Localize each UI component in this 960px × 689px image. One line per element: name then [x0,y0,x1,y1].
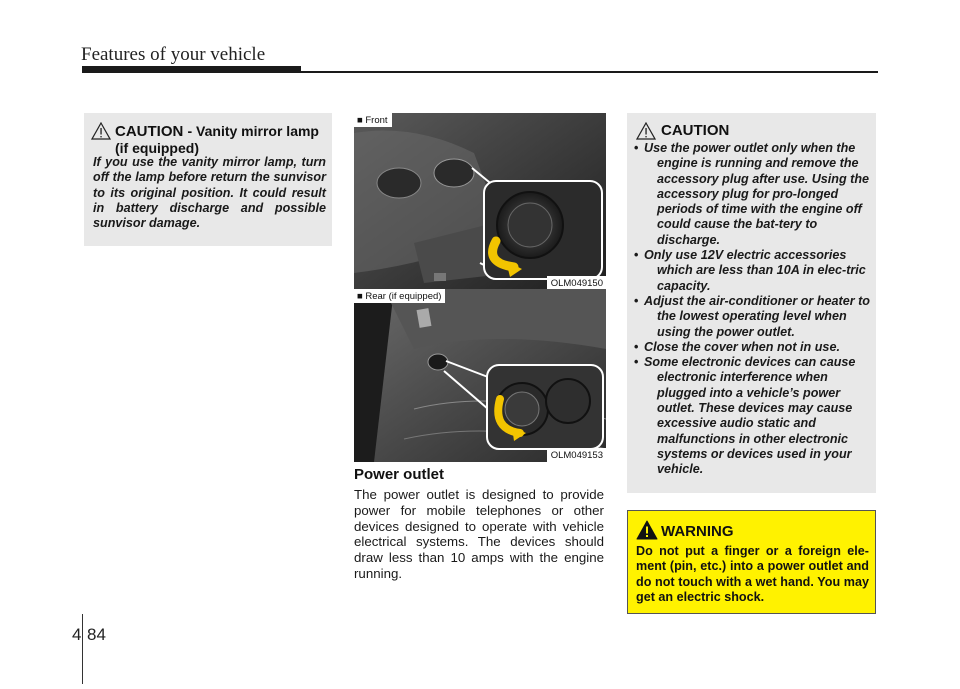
caution-outlet-item-text: Use the power outlet only when the engine is running and remove the accessory plug after use. Using the accessory plug for pro-longed periods of time with the engine off could cause the bat-tery to discharge. [644,141,870,247]
bullet-dot: • [634,293,639,308]
header-rule-thin [82,71,878,73]
section-body-power-outlet: The power outlet is designed to provide power for mobile telephones or other devices designed to operate with vehicle electrical systems. The devices should draw less than 10 amps with the engine running. [354,487,604,581]
caution-outlet-list [634,141,870,478]
caution-vanity-icon [91,122,111,140]
caution-outlet-title: CAUTION [661,122,730,139]
bullet-dot: • [634,355,639,370]
caution-vanity-subtitle: - Vanity mirror lamp (if equipped) [115,123,319,156]
section-heading-power-outlet: Power outlet [354,466,445,483]
warning-box [627,510,876,614]
front-console-illustration [354,113,606,290]
photo-front-label: ■ Front [354,113,392,127]
photo-rear-code: OLM049153 [547,448,606,462]
footer-divider [82,614,83,684]
caution-outlet-item-text: Only use 12V electric accessories which are less than 10A in elec-tric capacity. [644,248,866,293]
photo-front-code: OLM049150 [547,276,606,290]
bullet-dot: • [634,248,639,263]
caution-outlet-item [634,141,870,248]
page-number: 84 [87,625,106,644]
bullet-dot: • [634,339,639,354]
warning-title: WARNING [661,523,734,540]
caution-vanity-title-text: CAUTION [115,123,184,140]
caution-vanity-title [115,123,325,157]
caution-outlet-item [634,294,870,340]
caution-outlet-item [634,248,870,294]
photo-rear-label: ■ Rear (if equipped) [354,289,445,303]
bullet-dot: • [634,141,639,155]
caution-vanity-body: If you use the vanity mirror lamp, turn off the lamp before return the sunvisor to its original position. It could result in battery discharge and possible sunvisor damage. [93,155,326,231]
photo-front-outlet [354,113,606,290]
caution-outlet-item-text: Adjust the air-conditioner or heater to the lowest operating level when using the power outlet. [644,293,871,339]
caution-outlet-item-text: Close the cover when not in use. [644,339,840,354]
photo-rear-outlet [354,289,606,462]
page-header-title: Features of your vehicle [81,44,266,65]
rear-trim-illustration [354,289,606,462]
caution-outlet-icon [636,122,656,140]
page-chapter-number: 4 [72,625,82,644]
caution-outlet-item [634,340,870,355]
warning-body: Do not put a finger or a foreign ele-ment (pin, etc.) into a power outlet and do not touch with a wet hand. You may get an electric shock. [636,544,869,605]
caution-outlet-item-text: Some electronic devices can cause electronic interference when plugged into a vehicle’s power outlet. These devices may cause excessive audio static and malfunctions in other electronic systems or devices used in your vehicle. [644,355,856,477]
warning-icon [636,520,658,540]
caution-outlet-item [634,355,870,477]
